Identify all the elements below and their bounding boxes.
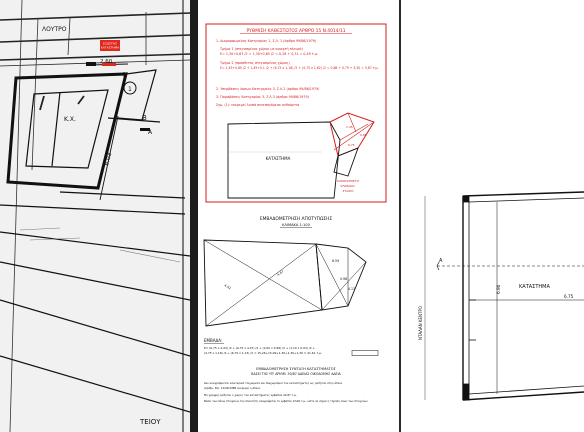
box-item-4: Τμήμα 2 (πρόσθετος στεγασμένος χώρος): [220, 61, 290, 65]
plan-note-1: ΚΟΙΝΟΧΡΗΣΤΟ: [336, 179, 360, 183]
survey-dim-1: 4.52: [223, 283, 232, 291]
side-label: ΝΤΑΛΑΝ ΚΕΝΤΡΟ: [418, 305, 423, 340]
box-item-2: Τμήμα 1 (στεγασμένος χώρος με ανοιχτή πλευρά): [220, 47, 303, 51]
box-item-7: 3. Παραβάσεις Κατηγορίας 3, Σ.Λ.3 (άρθρο 99/86/1979): [216, 95, 309, 99]
survey-title-2: ΚΛΙΜΑΚΑ 1:100: [282, 223, 310, 227]
marker-one: 1: [128, 86, 132, 93]
plan-dim-2: 0.80: [360, 133, 367, 137]
floor-plan-drawing: [401, 0, 584, 432]
survey-dim-3: 6.59: [332, 259, 340, 263]
scanned-plan-panel: [0, 0, 190, 432]
dim-right: 6.75: [564, 294, 574, 299]
plan-note-2: ΚΛΙΜΑΚΟ-: [340, 184, 356, 188]
red-stamp-line1: ΕΞΩΣΤΗΣ: [103, 41, 117, 46]
area-line-1: E= (6,75 x 4,43) /2 + (6,75 x 4,47) /2 + (2,00 x 0,98) /2 + (1,10 x 0,93) /2 +: [204, 346, 315, 350]
plan-dim-3: 6.75: [348, 143, 355, 147]
street-label: ΛΟΥΤΡΟ: [42, 26, 67, 33]
marker-b: B: [142, 114, 147, 122]
section-marker-a: A: [439, 258, 443, 264]
page-gutter: [190, 0, 198, 432]
bottom-title-1: ΕΜΒΑΔΟΜΕΤΡΗΣΗ ΣΥΝΤΑΞΗ ΚΑΤΑΣΤΗΜΑΤΟΣ: [256, 367, 336, 371]
street-bottom-label: ΤΕΙΟΥ: [140, 418, 161, 426]
survey-dim-5: 4.13: [348, 287, 356, 291]
bottom-title-2: ΒΑΣΕΙ ΤΗΣ ΥΠ' ΑΡΙΘΜ. 30/87 ΑΔΕΙΑΣ ΟΙΚΟΔΟΜΗΣ ΑΔΕΙΑ: [251, 372, 341, 376]
survey-title-1: ΕΜΒΑΔΟΜΕΤΡΗΣΗ ΑΠΟΤΥΠΩΣΗΣ: [259, 217, 333, 222]
area-line-2: (4,75 x 1,18) /2 + (6,75 x 1,13) /2 = 15,26+15,09+1,30+1,30+1,30 = 41,61 τ.μ.: [204, 351, 322, 355]
bottom-note-4: Βάσει των πάνω στοιχείων του ιδιοκτήτη αναγράφεται το εμβαδόν 0,520 τ.μ., ώστε να ισχύει η τήρηση όλων των στοιχείων.: [204, 400, 369, 403]
dimension-top: 2.60: [100, 59, 113, 65]
box-item-1: 1. Διαμορφωμένος Κατηγορίας 1, Σ.Λ. 1 (άρθρο 99/86/1979): [216, 39, 317, 43]
legalized-plan: [228, 113, 374, 198]
area-heading: ΕΜΒΑΔΑ:: [204, 338, 223, 343]
box-title: ΡΥΘΜΙΣΗ ΚΑΘΕΣΤΩΤΟΣ ΑΡΘΡΟ 15 Ν.4014/11: [246, 29, 346, 34]
bottom-note-1: Δεν αναγράφονται εσωτερικά τοιχώματα και διαχωρισμοί του καταστήματος ως ορίζεται στην άδεια: [204, 381, 343, 385]
box-item-8: Σημ. (1): εκκρεμεί λοιπά συνεπαγόμενα αυθαίρετα: [216, 103, 300, 107]
box-item-6: 2. Υπερβάσεις όψεων Κατηγορίας 3, Σ.Λ.2 (άρθρο 99/86/1979): [216, 87, 320, 91]
room-label: Κ.Χ.: [64, 116, 76, 123]
bottom-note-2: (Αρίθμ. 30), 12/09/1988 εκκρεμεί η άδεια.: [204, 386, 261, 390]
room-label: ΚΑΤΑΣΤΗΜΑ: [519, 284, 550, 290]
dim-center: 6.90: [496, 284, 501, 294]
scanned-plan-drawing: [0, 0, 190, 432]
plan-dim-1: 1.45: [346, 125, 353, 129]
document-page: [198, 0, 399, 432]
marker-a: A: [148, 129, 153, 136]
document-drawing: [198, 0, 399, 432]
dimension-side: 6.03: [103, 151, 114, 167]
red-stamp-line2: ΚΑΤΑΣΤΗΜΑ: [100, 45, 120, 50]
box-item-3: Ε= 1,30+0,63 /2 = 1,30+0,65 /2 = 0,28 + 0,31 = 0,49 τ.μ.: [220, 52, 318, 56]
survey-triangulation: [204, 240, 366, 326]
floor-plan-panel: [401, 0, 584, 432]
survey-dim-2: 4.47: [276, 269, 285, 277]
survey-dim-4: 0.98: [340, 277, 348, 281]
bottom-note-3: Με γραμμή ορίζεται ο χώρος του καταστήματος εμβαδού 40,87 τ.μ.: [204, 393, 297, 397]
plan-label: ΚΑΤΑΣΤΗΜΑ: [265, 156, 291, 161]
plan-note-3: ΣΤΑΣΙΟ: [342, 189, 354, 193]
box-item-5: Ε= 1,45+0,80 /2 + 1,45+0,1 /2 + (6,75 x 1,18) /2 + (4,75 x 1,62) /2 = 0,88 + 0,79 + 3,50 = 5,87 τ.μ.: [220, 66, 379, 70]
